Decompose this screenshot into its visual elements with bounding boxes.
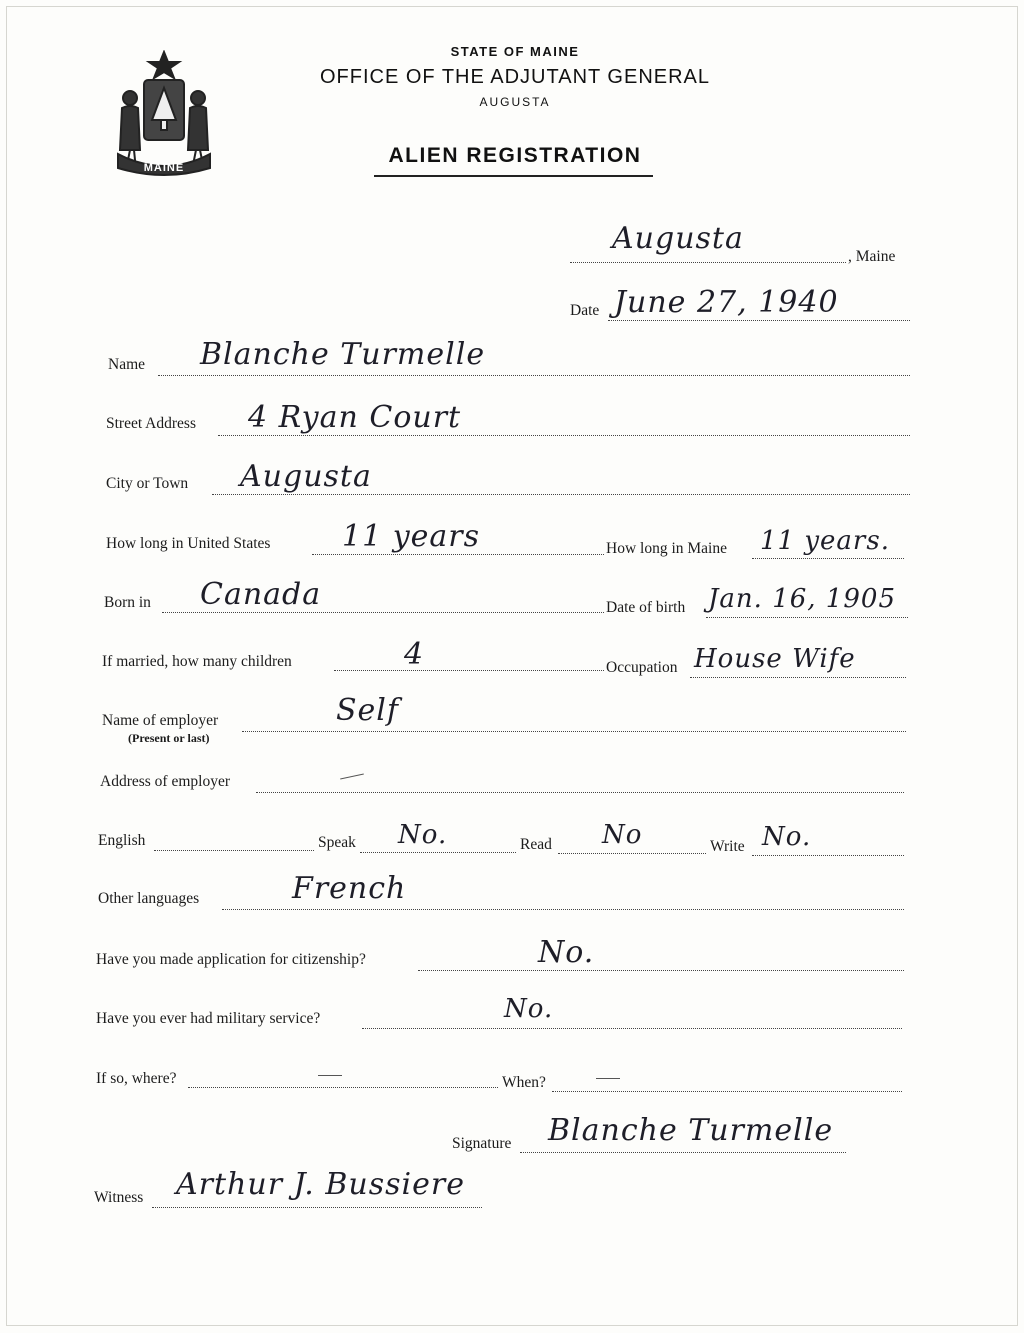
date-of-birth-value: Jan. 16, 1905 bbox=[708, 584, 896, 614]
citizenship-line bbox=[418, 970, 904, 971]
street-address-line bbox=[218, 435, 910, 436]
signature-label: Signature bbox=[452, 1135, 512, 1152]
when-label: When? bbox=[502, 1074, 546, 1091]
born-in-line bbox=[162, 612, 604, 613]
header-state: STATE OF MAINE bbox=[450, 44, 580, 59]
place-suffix: , Maine bbox=[848, 248, 896, 265]
city-label: City or Town bbox=[106, 475, 189, 492]
other-languages-value: French bbox=[292, 871, 407, 906]
date-of-birth-line bbox=[706, 617, 908, 618]
header-city: AUGUSTA bbox=[479, 95, 551, 109]
military-value: No. bbox=[504, 994, 554, 1024]
children-line bbox=[334, 670, 604, 671]
how-long-maine-value: 11 years. bbox=[760, 526, 890, 556]
read-value: No bbox=[602, 820, 643, 850]
header-office: OFFICE OF THE ADJUTANT GENERAL bbox=[319, 66, 711, 88]
where-dash bbox=[318, 1075, 342, 1076]
date-value: June 27, 1940 bbox=[614, 285, 839, 320]
write-line bbox=[752, 855, 904, 856]
children-label: If married, how many children bbox=[102, 653, 292, 670]
how-long-maine-line bbox=[752, 558, 904, 559]
how-long-us-label: How long in United States bbox=[106, 535, 271, 552]
name-label: Name bbox=[108, 356, 146, 373]
where-line bbox=[188, 1087, 498, 1088]
read-label: Read bbox=[520, 836, 552, 853]
date-of-birth-label: Date of birth bbox=[606, 599, 686, 616]
occupation-value: House Wife bbox=[694, 644, 856, 674]
witness-value: Arthur J. Bussiere bbox=[176, 1167, 465, 1202]
signature-value: Blanche Turmelle bbox=[548, 1113, 834, 1148]
title-underline bbox=[374, 175, 653, 177]
employer-name-value: Self bbox=[336, 693, 400, 728]
street-address-label: Street Address bbox=[106, 415, 196, 432]
employer-name-line bbox=[242, 731, 906, 732]
english-line bbox=[154, 850, 314, 851]
employer-name-label: Name of employer bbox=[102, 712, 219, 729]
where-label: If so, where? bbox=[96, 1070, 177, 1087]
occupation-line bbox=[690, 677, 906, 678]
how-long-maine-label: How long in Maine bbox=[606, 540, 727, 557]
occupation-label: Occupation bbox=[606, 659, 678, 676]
other-languages-line bbox=[222, 909, 904, 910]
write-label: Write bbox=[710, 838, 745, 855]
military-label: Have you ever had military service? bbox=[96, 1010, 321, 1027]
city-value: Augusta bbox=[240, 459, 372, 494]
witness-line bbox=[152, 1207, 482, 1208]
citizenship-label: Have you made application for citizenship? bbox=[96, 951, 366, 968]
born-in-value: Canada bbox=[200, 577, 322, 612]
how-long-us-value: 11 years bbox=[342, 519, 481, 554]
svg-text:MAINE: MAINE bbox=[143, 162, 185, 174]
citizenship-value: No. bbox=[538, 935, 595, 970]
military-line bbox=[362, 1028, 902, 1029]
when-dash bbox=[596, 1078, 620, 1079]
employer-name-sublabel: (Present or last) bbox=[128, 731, 210, 745]
date-line bbox=[608, 320, 910, 321]
page-title: ALIEN REGISTRATION bbox=[388, 144, 642, 167]
read-line bbox=[558, 853, 706, 854]
how-long-us-line bbox=[312, 554, 604, 555]
name-line bbox=[158, 375, 910, 376]
name-value: Blanche Turmelle bbox=[200, 337, 486, 372]
employer-address-label: Address of employer bbox=[100, 773, 230, 790]
write-value: No. bbox=[762, 822, 812, 852]
place-value: Augusta bbox=[612, 221, 744, 256]
signature-line bbox=[520, 1152, 846, 1153]
speak-label: Speak bbox=[318, 834, 356, 851]
children-value: 4 bbox=[404, 637, 425, 672]
employer-address-line bbox=[256, 792, 904, 793]
speak-value: No. bbox=[398, 820, 448, 850]
date-label: Date bbox=[570, 302, 600, 319]
other-languages-label: Other languages bbox=[98, 890, 200, 907]
born-in-label: Born in bbox=[104, 594, 151, 611]
street-address-value: 4 Ryan Court bbox=[248, 400, 462, 435]
speak-line bbox=[360, 852, 516, 853]
english-label: English bbox=[98, 832, 146, 849]
place-line bbox=[570, 262, 846, 263]
city-line bbox=[212, 494, 910, 495]
when-line bbox=[552, 1091, 902, 1092]
witness-label: Witness bbox=[94, 1189, 144, 1206]
